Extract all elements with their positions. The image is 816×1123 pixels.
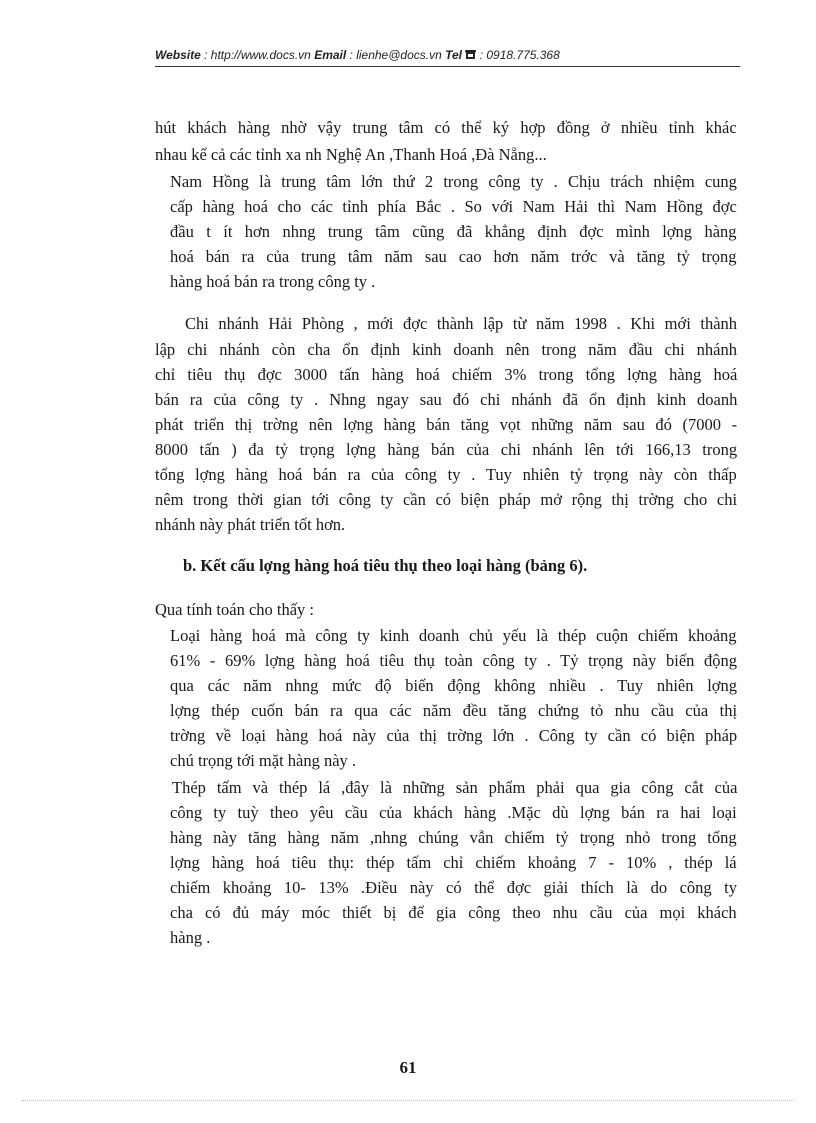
- text-line: Thép tấm và thép lá ,đây là những sản phẩm phải qua gia công cắt của: [172, 778, 738, 797]
- email-label: Email: [314, 48, 347, 62]
- text-line: trờng về loại hàng hoá này của thị trờng lớn . Công ty cần có biện pháp: [170, 726, 738, 745]
- section-heading: b. Kết cấu lợng hàng hoá tiêu thụ theo loại hàng (bảng 6).: [183, 556, 588, 575]
- text-line: hàng này tăng hàng năm ,nhng chúng vẫn chiếm tỷ trọng nhỏ trong tổng: [170, 828, 737, 847]
- text-line: 8000 tấn ) đa tỷ trọng lợng hàng bán của chi nhánh lên tới 166,13 trong: [155, 440, 738, 459]
- text-line: cấp hàng hoá cho các tỉnh phía Bắc . So với Nam Hải thì Nam Hồng đợc: [170, 197, 737, 216]
- text-line: chỉ tiêu thụ đợc 3000 tấn hàng hoá chiếm 3% trong tổng lợng hàng hoá: [155, 365, 738, 384]
- text-line: phát triển thị trờng nên lợng hàng bán tăng vọt những năm sau đó (7000 -: [155, 415, 738, 434]
- website-label: Website: [155, 48, 201, 62]
- text-line: Loại hàng hoá mà công ty kinh doanh chủ yếu là thép cuộn chiếm khoảng: [170, 626, 737, 645]
- text-line: hút khách hàng nhờ vậy trung tâm có thể ký hợp đồng ở nhiều tỉnh khác: [155, 118, 737, 137]
- text-line: hoá bán ra của trung tâm năm sau cao hơn năm trớc và tăng tỷ trọng: [170, 247, 737, 266]
- text-line: 61% - 69% lợng hàng hoá tiêu thụ toàn công ty . Tỷ trọng này biến động: [170, 651, 738, 670]
- text-line: công ty tuỳ theo yêu cầu của khách hàng .Mặc dù lợng bán ra hai loại: [170, 803, 737, 822]
- text-line: cha có đủ máy móc thiết bị để gia công theo nhu cầu của mọi khách: [170, 903, 737, 922]
- text-line: lợng thép cuốn bán ra qua các năm đều tăng chứng tỏ nhu cầu của thị: [170, 701, 738, 720]
- text-line: hàng hoá bán ra trong công ty .: [170, 272, 376, 291]
- page-number: 61: [399, 1058, 417, 1077]
- text-line: qua các năm nhng mức độ biến động không nhiều . Tuy nhiên lợng: [170, 676, 738, 695]
- text-line: nhau kể cả các tỉnh xa nh Nghệ An ,Thanh Hoá ,Đà Nẵng...: [155, 145, 547, 164]
- text-line: tổng lợng hàng hoá bán ra của công ty . Tuy nhiên tỷ trọng này còn thấp: [155, 465, 737, 484]
- website-value: : http://www.docs.vn: [200, 48, 315, 62]
- tel-value: : 0918.775.368: [476, 48, 560, 62]
- text-line: chiếm khoảng 10- 13% .Điều này có thể đợc giải thích là do công ty: [170, 878, 737, 897]
- header-divider: [155, 66, 740, 67]
- email-value: : lienhe@docs.vn: [346, 48, 446, 62]
- footer-divider: [22, 1100, 794, 1101]
- text-line: chú trọng tới mặt hàng này .: [170, 751, 357, 770]
- text-line: đầu t ít hơn nhng trung tâm cũng đã khẳng định đợc mình lợng hàng: [170, 222, 737, 241]
- tel-label: Tel: [445, 48, 463, 62]
- text-line: hàng .: [170, 928, 211, 947]
- text-line: nêm trong thời gian tới công ty cần có biện pháp mở rộng thị trờng cho chi: [155, 490, 738, 509]
- text-line: Chi nhánh Hải Phòng , mới đợc thành lập từ năm 1998 . Khi mới thành: [185, 314, 738, 333]
- text-line: lợng hàng hoá tiêu thụ: thép tấm chỉ chiếm khoảng 7 - 10% , thép lá: [170, 853, 737, 872]
- text-line: Qua tính toán cho thấy :: [155, 600, 315, 619]
- page-header: [155, 48, 740, 63]
- text-line: bán ra của công ty . Nhng ngay sau đó chi nhánh đã ổn định kinh doanh: [155, 390, 738, 409]
- text-line: lập chi nhánh còn cha ổn định kinh doanh nên trong năm đầu chi nhánh: [155, 340, 737, 359]
- text-line: nhánh này phát triển tốt hơn.: [155, 515, 346, 534]
- phone-icon: [465, 49, 476, 63]
- text-line: Nam Hồng là trung tâm lớn thứ 2 trong công ty . Chịu trách nhiệm cung: [170, 172, 737, 191]
